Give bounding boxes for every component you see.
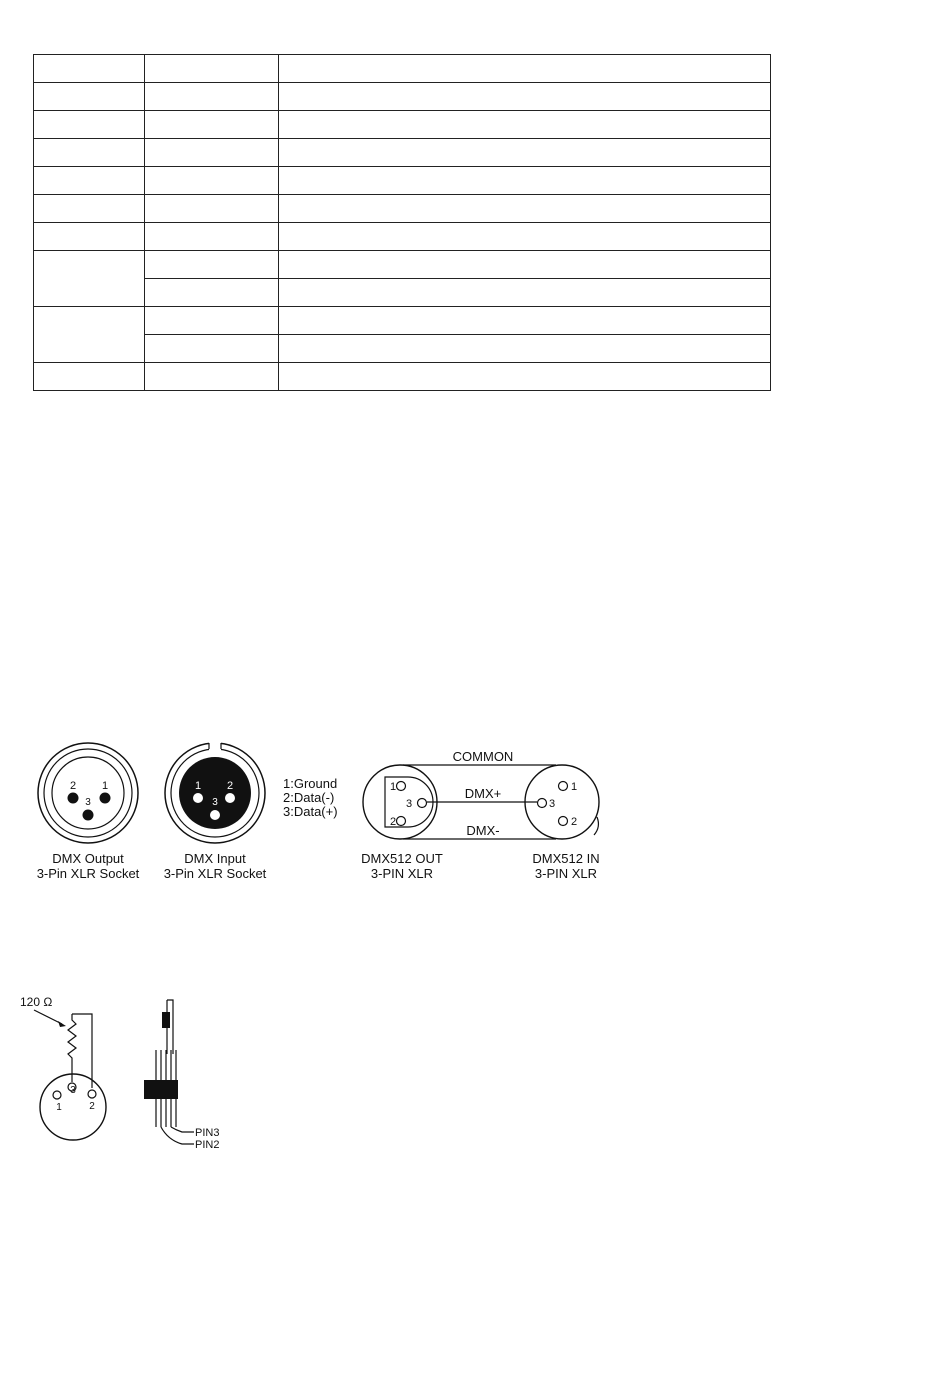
table-cell [145, 167, 279, 195]
table-cell [145, 251, 279, 279]
table-cell [145, 307, 279, 335]
pin-number-label: 3 [549, 798, 556, 810]
pin-number-label: 2 [389, 816, 397, 828]
pin-number-label: 1 [571, 781, 578, 793]
pin3-label: PIN3 [195, 1127, 220, 1139]
common-wire-label: COMMON [452, 749, 514, 764]
table-cell [145, 139, 279, 167]
channel-table [33, 54, 771, 391]
pin-number-label: 3 [70, 1085, 76, 1096]
dmx-input-label: DMX Input [184, 851, 246, 866]
table-cell [279, 83, 771, 111]
dmx-input-socket-icon [165, 739, 265, 843]
pin-legend-data-minus: 2:Data(-) [283, 790, 335, 805]
table-row [34, 167, 771, 195]
resistor-value-label: 120 Ω [20, 995, 53, 1009]
table-row [34, 279, 771, 307]
pin-number-label: 3 [212, 797, 218, 808]
pin-legend-ground: 1:Ground [283, 776, 338, 791]
table-cell [34, 195, 145, 223]
terminator-diagram [0, 990, 260, 1160]
table-cell [145, 279, 279, 307]
dmx512-out-sublabel: 3-PIN XLR [370, 866, 434, 881]
table-cell [279, 195, 771, 223]
table-cell [279, 251, 771, 279]
table-cell [279, 111, 771, 139]
pin-number-label: 2 [571, 816, 578, 828]
table-cell [279, 55, 771, 83]
table-cell-merged [34, 307, 145, 363]
pin-number-label: 3 [85, 797, 91, 808]
xlr-connector-diagram [0, 735, 640, 895]
dmx512-in-sublabel: 3-PIN XLR [534, 866, 598, 881]
dmx512-in-label: DMX512 IN [532, 851, 600, 866]
table-cell [34, 55, 145, 83]
table-cell [279, 307, 771, 335]
pin-number-label: 1 [101, 780, 109, 792]
dmx512-out-label: DMX512 OUT [361, 851, 443, 866]
pin-number-label: 2 [89, 1101, 95, 1112]
table-row [34, 195, 771, 223]
table-row [34, 335, 771, 363]
table-cell [279, 279, 771, 307]
table-cell [279, 139, 771, 167]
pin-number-label: 1 [194, 780, 202, 792]
table-row [34, 83, 771, 111]
table-cell-merged [34, 251, 145, 307]
dmx-plus-wire-label: DMX+ [464, 786, 502, 801]
table-cell [34, 111, 145, 139]
pin2-label: PIN2 [195, 1139, 220, 1151]
table-cell [34, 167, 145, 195]
table-cell [145, 223, 279, 251]
table-row [34, 139, 771, 167]
terminator-side-view-icon [144, 1000, 219, 1151]
pin-number-label: 3 [405, 798, 413, 810]
dmx-input-sublabel: 3-Pin XLR Socket [163, 866, 267, 881]
dmx-output-socket-icon [38, 743, 138, 843]
table-cell [145, 363, 279, 391]
table-row [34, 223, 771, 251]
pin-number-label: 2 [226, 780, 234, 792]
table-row [34, 363, 771, 391]
table-cell [145, 83, 279, 111]
table-cell [145, 195, 279, 223]
dmx-wiring-diagram [363, 749, 599, 839]
table-cell [34, 223, 145, 251]
table-cell [279, 335, 771, 363]
table-cell [279, 167, 771, 195]
pin-legend-data-plus: 3:Data(+) [283, 804, 338, 819]
table-cell [279, 363, 771, 391]
pin-number-label: 2 [69, 780, 77, 792]
dmx-output-sublabel: 3-Pin XLR Socket [36, 866, 140, 881]
table-row [34, 307, 771, 335]
dmx-output-label: DMX Output [52, 851, 124, 866]
table-cell [145, 111, 279, 139]
table-cell [279, 223, 771, 251]
dmx-minus-wire-label: DMX- [466, 823, 500, 838]
terminator-plug-icon [20, 995, 106, 1140]
table-row [34, 251, 771, 279]
pin-number-label: 1 [389, 781, 397, 793]
table-cell [145, 335, 279, 363]
pin-number-label: 1 [56, 1102, 62, 1113]
table-cell [145, 55, 279, 83]
table-cell [34, 363, 145, 391]
table-row [34, 55, 771, 83]
table-cell [34, 83, 145, 111]
table-cell [34, 139, 145, 167]
table-row [34, 111, 771, 139]
